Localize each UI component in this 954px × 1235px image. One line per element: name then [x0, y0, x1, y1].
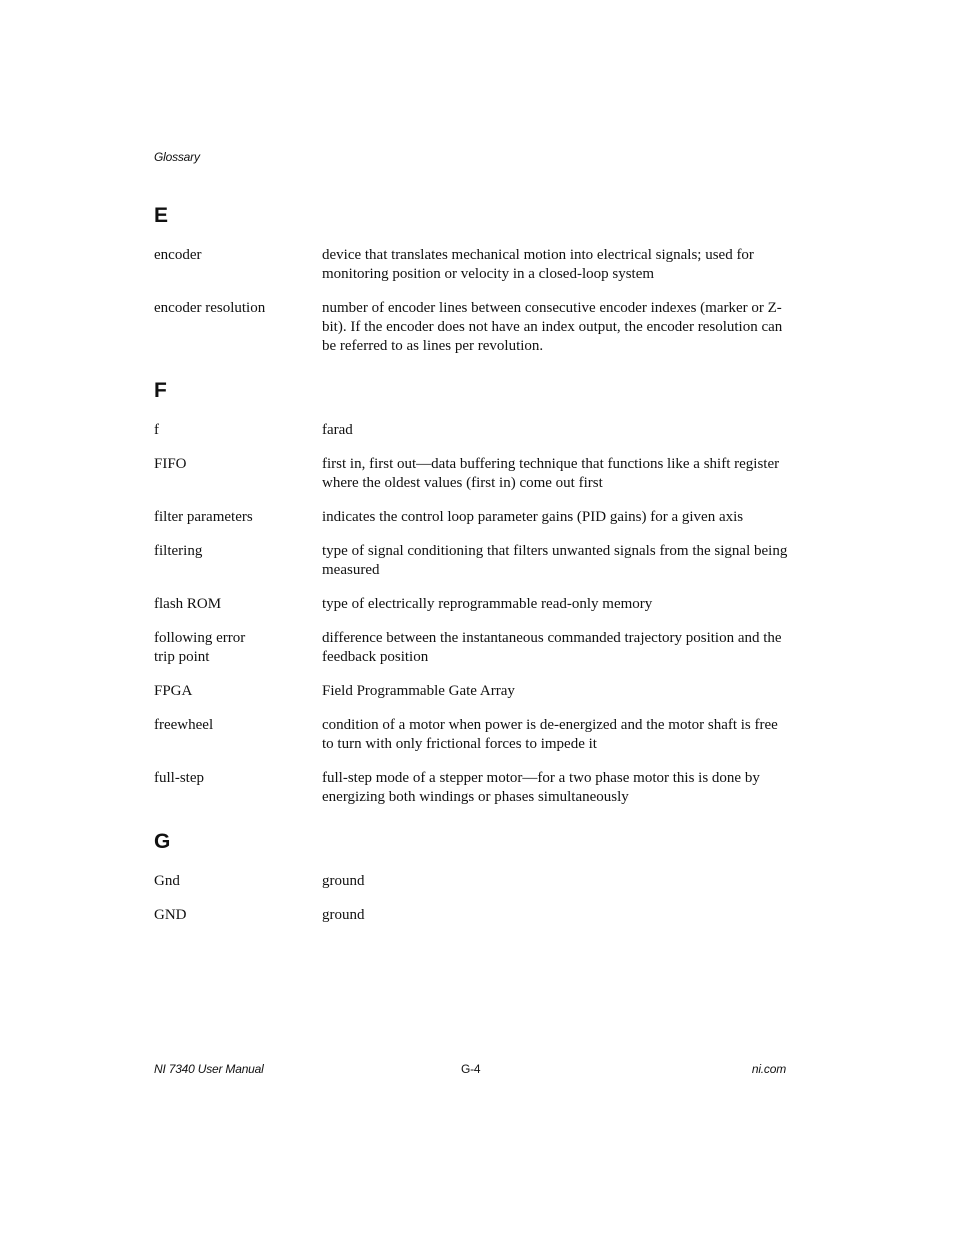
glossary-section-f	[154, 378, 789, 807]
glossary-entry	[154, 508, 789, 527]
glossary-term	[154, 246, 322, 284]
glossary-section-e	[154, 203, 789, 356]
term-text: encoder	[154, 247, 202, 263]
term-text: Gnd	[154, 873, 180, 889]
glossary-term	[154, 716, 322, 754]
section-letter: E	[154, 204, 169, 227]
glossary-term	[154, 455, 322, 493]
glossary-entry	[154, 595, 789, 614]
glossary-entry	[154, 629, 789, 667]
glossary-term	[154, 682, 322, 701]
term-text: FIFO	[154, 456, 187, 472]
term-text: freewheel	[154, 717, 214, 733]
glossary-definition: condition of a motor when power is de-energized and the motor shaft is free to turn with only frictional forces to impede it	[322, 717, 778, 752]
glossary-definition: device that translates mechanical motion into electrical signals; used for monitoring position or velocity in a closed-loop system	[322, 247, 754, 282]
glossary-definition: type of electrically reprogrammable read-only memory	[322, 596, 653, 612]
glossary-definition: ground	[322, 873, 365, 889]
glossary-term	[154, 595, 322, 614]
section-letter: G	[154, 830, 171, 853]
glossary-definition: first in, first out—data buffering technique that functions like a shift register where the oldest values (first in) come out first	[322, 456, 780, 491]
glossary-term	[154, 542, 322, 580]
term-text: following error	[154, 630, 246, 646]
footer-website: ni.com	[751, 1062, 786, 1076]
section-letter: F	[154, 379, 167, 402]
glossary-term	[154, 872, 322, 891]
glossary-term	[154, 769, 322, 807]
running-header: Glossary	[154, 150, 200, 164]
glossary-definition: ground	[322, 907, 365, 923]
footer-manual-title: NI 7340 User Manual	[154, 1062, 264, 1076]
footer-page-number: G-4	[461, 1062, 481, 1076]
term-text: full-step	[154, 770, 204, 786]
glossary-content	[154, 203, 789, 925]
glossary-section-g	[154, 829, 789, 925]
term-text: filter parameters	[154, 509, 253, 525]
term-text: encoder resolution	[154, 300, 266, 316]
glossary-entry	[154, 906, 789, 925]
glossary-entry	[154, 246, 789, 284]
glossary-term	[154, 906, 322, 925]
glossary-entry	[154, 716, 789, 754]
term-text: FPGA	[154, 683, 193, 699]
glossary-entry	[154, 455, 789, 493]
glossary-entry	[154, 769, 789, 807]
term-text: filtering	[154, 543, 203, 559]
glossary-definition: type of signal conditioning that filters unwanted signals from the signal being measured	[322, 543, 788, 578]
glossary-entry	[154, 542, 789, 580]
glossary-term	[154, 629, 322, 667]
glossary-definition: Field Programmable Gate Array	[322, 683, 515, 699]
term-text: flash ROM	[154, 596, 222, 612]
glossary-term	[154, 299, 322, 356]
glossary-definition: difference between the instantaneous commanded trajectory position and the feedback position	[322, 630, 782, 665]
glossary-term	[154, 421, 322, 440]
glossary-term	[154, 508, 322, 527]
glossary-entry	[154, 682, 789, 701]
glossary-entry	[154, 421, 789, 440]
glossary-definition: farad	[322, 422, 353, 438]
term-text: GND	[154, 907, 187, 923]
glossary-definition: full-step mode of a stepper motor—for a two phase motor this is done by energizing both windings or phases simultaneously	[322, 770, 760, 805]
glossary-definition: number of encoder lines between consecutive encoder indexes (marker or Z-bit). If the encoder does not have an index output, the encoder resolution can be referred to as lines per revolution.	[322, 300, 783, 354]
term-text: trip point	[154, 649, 210, 665]
glossary-definition: indicates the control loop parameter gains (PID gains) for a given axis	[322, 509, 744, 525]
term-text: f	[154, 422, 159, 438]
glossary-entry	[154, 872, 789, 891]
glossary-entry	[154, 299, 789, 356]
